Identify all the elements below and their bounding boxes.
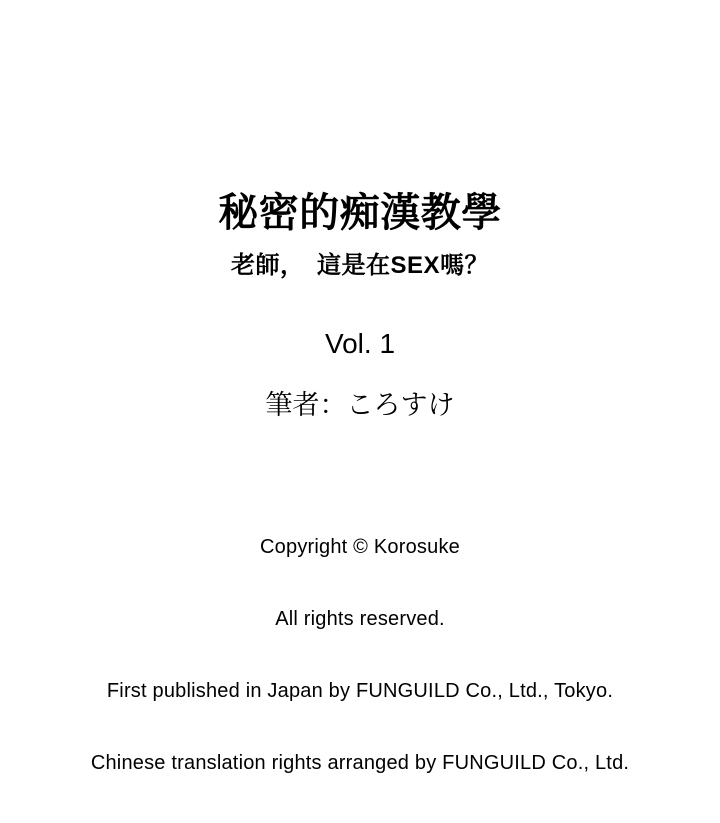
series-subtitle: 老師， 這是在SEX嗎？: [230, 252, 490, 279]
copyright-block: [0, 487, 720, 823]
copyright-line-publisher: First published in Japan by FUNGUILD Co., Ltd., Tokyo.: [106, 680, 614, 702]
copyright-line-holder: Copyright © Korosuke: [260, 536, 460, 558]
copyright-line-translation: Chinese translation rights arranged by FUNGUILD Co., Ltd.: [90, 752, 630, 774]
series-title: 秘密的痴漢教學: [218, 191, 502, 235]
author-line: 筆者：ころすけ: [265, 390, 455, 420]
copyright-line-rights: All rights reserved.: [275, 608, 445, 630]
volume-label: Vol. 1: [324, 328, 396, 359]
